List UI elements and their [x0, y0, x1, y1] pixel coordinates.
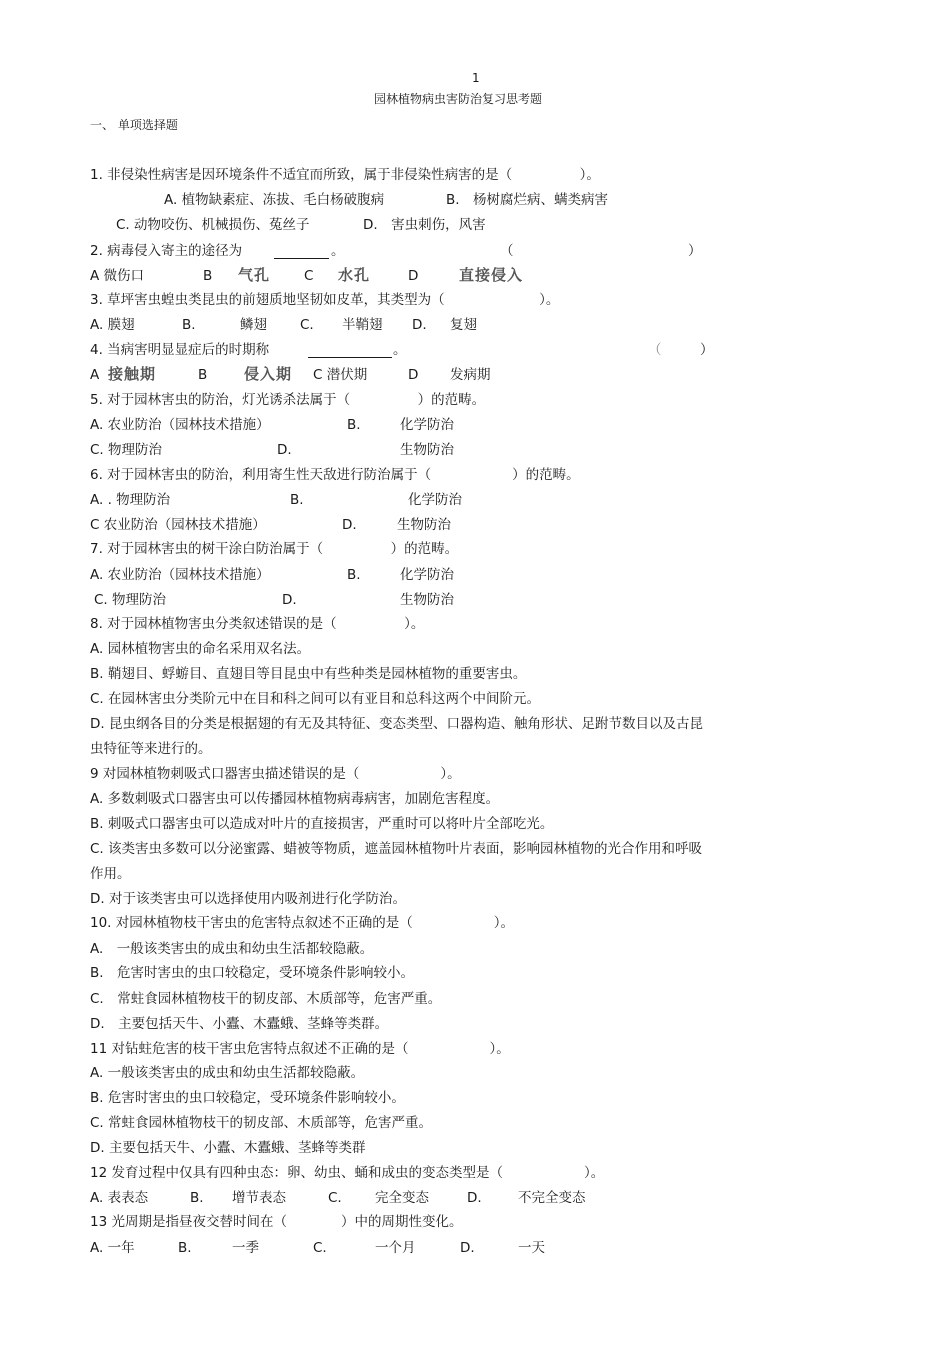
question-13-stem: 13 光周期是指昼夜交替时间在（ ）中的周期性变化。	[90, 1214, 463, 1230]
question-7-option-c: C. 物理防治	[94, 592, 167, 608]
question-4-option-d-text: 发病期	[450, 367, 491, 383]
question-13-option-b-label: B.	[178, 1240, 192, 1256]
question-3-option-d-label: D.	[412, 317, 427, 333]
question-3-option-a: A. 膜翅	[90, 317, 135, 333]
section-heading: 一、 单项选择题	[90, 118, 178, 132]
question-10-option-d: D. 主要包括天牛、小蠹、木蠹蛾、茎蜂等类群。	[90, 1016, 389, 1032]
question-10-stem: 10. 对园林植物枝干害虫的危害特点叙述不正确的是（ ）。	[90, 915, 515, 931]
question-7-option-a: A. 农业防治（园林技术措施）	[90, 567, 270, 583]
question-3-stem: 3. 草坪害虫蝗虫类昆虫的前翅质地坚韧如皮革，其类型为（ ）。	[90, 292, 560, 308]
question-4-option-b-text: 侵入期	[244, 365, 293, 383]
question-6-option-c: C 农业防治（园林技术措施）	[90, 517, 266, 533]
question-4-paren-close: ）	[700, 342, 714, 358]
question-13-option-a: A. 一年	[90, 1240, 135, 1256]
question-13-option-c-text: 一个月	[375, 1240, 416, 1256]
question-4-stem: 4. 当病害明显显症后的时期称	[90, 342, 270, 358]
question-4-option-b-label: B	[198, 367, 208, 383]
question-4-option-a-text: 接触期	[108, 365, 157, 383]
question-7-option-d-text: 生物防治	[400, 592, 454, 608]
question-2-option-c-label: C	[304, 268, 314, 284]
question-12-stem: 12 发育过程中仅具有四种虫态：卵、幼虫、蛹和成虫的变态类型是（ ）。	[90, 1165, 605, 1181]
question-3-option-c-label: C.	[300, 317, 314, 333]
question-2-option-a: A 微伤口	[90, 268, 145, 284]
question-13-option-d-text: 一天	[518, 1240, 545, 1256]
question-1-option-a: A. 植物缺素症、冻拔、毛白杨破腹病	[164, 192, 385, 208]
question-2-paren-open: （	[500, 243, 514, 259]
question-9-option-a: A. 多数刺吸式口器害虫可以传播园林植物病毒病害，加剧危害程度。	[90, 791, 500, 807]
question-10-option-c: C. 常蛀食园林植物枝干的韧皮部、木质部等，危害严重。	[90, 991, 442, 1007]
question-5-stem: 5. 对于园林害虫的防治，灯光诱杀法属于（ ）的范畴。	[90, 392, 486, 408]
question-3-option-b-text: 鳞翅	[240, 317, 267, 333]
question-12-option-b-label: B.	[190, 1190, 204, 1206]
question-4-paren-open: （	[648, 342, 662, 358]
question-5-option-d-text: 生物防治	[400, 442, 454, 458]
question-6-option-d-label: D.	[342, 517, 357, 533]
question-13-option-b-text: 一季	[232, 1240, 259, 1256]
question-12-option-c-label: C.	[328, 1190, 342, 1206]
question-1-option-c: C. 动物咬伤、机械损伤、菟丝子	[116, 217, 310, 233]
question-8-stem: 8. 对于园林植物害虫分类叙述错误的是（ ）。	[90, 616, 425, 632]
question-7-option-b-text: 化学防治	[400, 567, 454, 583]
question-12-option-a: A. 表表态	[90, 1190, 149, 1206]
question-9-option-c-line2: 作用。	[90, 866, 131, 882]
question-9-option-c-line1: C. 该类害虫多数可以分泌蜜露、蜡被等物质，遮盖园林植物叶片表面，影响园林植物的光合作用和呼吸	[90, 841, 703, 857]
question-11-option-d: D. 主要包括天牛、小蠹、木蠹蛾、茎蜂等类群	[90, 1140, 366, 1156]
question-5-option-d-label: D.	[277, 442, 292, 458]
question-2-blank	[274, 258, 329, 259]
question-4-tail: 。	[393, 342, 407, 358]
question-11-option-a: A. 一般该类害虫的成虫和幼虫生活都较隐蔽。	[90, 1065, 365, 1081]
question-4-option-d-label: D	[408, 367, 419, 383]
question-6-stem: 6. 对于园林害虫的防治，利用寄生性天敌进行防治属于（ ）的范畴。	[90, 467, 580, 483]
question-8-option-a: A. 园林植物害虫的命名采用双名法。	[90, 641, 311, 657]
question-6-option-d-text: 生物防治	[397, 517, 451, 533]
question-2-paren-close: ）	[688, 243, 702, 259]
question-12-option-d-text: 不完全变态	[518, 1190, 586, 1206]
question-4-option-c: C 潜伏期	[313, 367, 368, 383]
question-2-stem: 2. 病毒侵入寄主的途径为	[90, 243, 243, 259]
question-8-option-c: C. 在园林害虫分类阶元中在目和科之间可以有亚目和总科这两个中间阶元。	[90, 691, 541, 707]
question-1-stem: 1. 非侵染性病害是因环境条件不适宜而所致，属于非侵染性病害的是（ ）。	[90, 167, 600, 183]
question-3-option-b-label: B.	[182, 317, 196, 333]
question-2-option-c-text: 水孔	[338, 266, 371, 284]
question-1-option-d: D. 害虫刺伤，风害	[363, 217, 486, 233]
question-13-option-c-label: C.	[313, 1240, 327, 1256]
question-11-stem: 11 对钻蛀危害的枝干害虫危害特点叙述不正确的是（ ）。	[90, 1041, 510, 1057]
question-5-option-b-text: 化学防治	[400, 417, 454, 433]
question-8-option-b: B. 鞘翅目、蜉蝣目、直翅目等目昆虫中有些种类是园林植物的重要害虫。	[90, 666, 527, 682]
question-8-option-d-line2: 虫特征等来进行的。	[90, 741, 212, 757]
question-2-option-b-label: B	[203, 268, 213, 284]
question-3-option-d-text: 复翅	[450, 317, 477, 333]
question-6-option-b-label: B.	[290, 492, 304, 508]
question-10-option-a: A. 一般该类害虫的成虫和幼虫生活都较隐蔽。	[90, 941, 374, 957]
page-number: 1	[472, 71, 480, 85]
question-5-option-a: A. 农业防治（园林技术措施）	[90, 417, 270, 433]
question-12-option-c-text: 完全变态	[375, 1190, 429, 1206]
question-12-option-d-label: D.	[467, 1190, 482, 1206]
question-5-option-c: C. 物理防治	[90, 442, 163, 458]
question-2-option-d-text: 直接侵入	[459, 266, 524, 284]
question-4-blank	[308, 357, 392, 358]
question-11-option-c: C. 常蛀食园林植物枝干的韧皮部、木质部等，危害严重。	[90, 1115, 433, 1131]
question-13-option-d-label: D.	[460, 1240, 475, 1256]
question-2-tail: 。	[331, 243, 345, 259]
question-2-option-b-text: 气孔	[238, 266, 271, 284]
question-6-option-b-text: 化学防治	[408, 492, 462, 508]
page-title: 园林植物病虫害防治复习思考题	[374, 92, 543, 106]
question-2-option-d-label: D	[408, 268, 419, 284]
question-9-option-d: D. 对于该类害虫可以选择使用内吸剂进行化学防治。	[90, 891, 406, 907]
question-7-option-d-label: D.	[282, 592, 297, 608]
question-9-option-b: B. 刺吸式口器害虫可以造成对叶片的直接损害，严重时可以将叶片全部吃光。	[90, 816, 554, 832]
question-12-option-b-text: 增节表态	[232, 1190, 286, 1206]
question-11-option-b: B. 危害时害虫的虫口较稳定，受环境条件影响较小。	[90, 1090, 405, 1106]
question-7-option-b-label: B.	[347, 567, 361, 583]
question-10-option-b: B. 危害时害虫的虫口较稳定，受环境条件影响较小。	[90, 965, 415, 981]
question-9-stem: 9 对园林植物刺吸式口器害虫描述错误的是（ ）。	[90, 766, 461, 782]
question-7-stem: 7. 对于园林害虫的树干涂白防治属于（ ）的范畴。	[90, 541, 459, 557]
question-1-option-b: B. 杨树腐烂病、螨类病害	[446, 192, 609, 208]
question-5-option-b-label: B.	[347, 417, 361, 433]
question-4-option-a-label: A	[90, 367, 100, 383]
question-8-option-d-line1: D. 昆虫纲各目的分类是根据翅的有无及其特征、变态类型、口器构造、触角形状、足跗节数目以及古昆	[90, 716, 703, 732]
question-3-option-c-text: 半鞘翅	[342, 317, 383, 333]
question-6-option-a: A. . 物理防治	[90, 492, 171, 508]
